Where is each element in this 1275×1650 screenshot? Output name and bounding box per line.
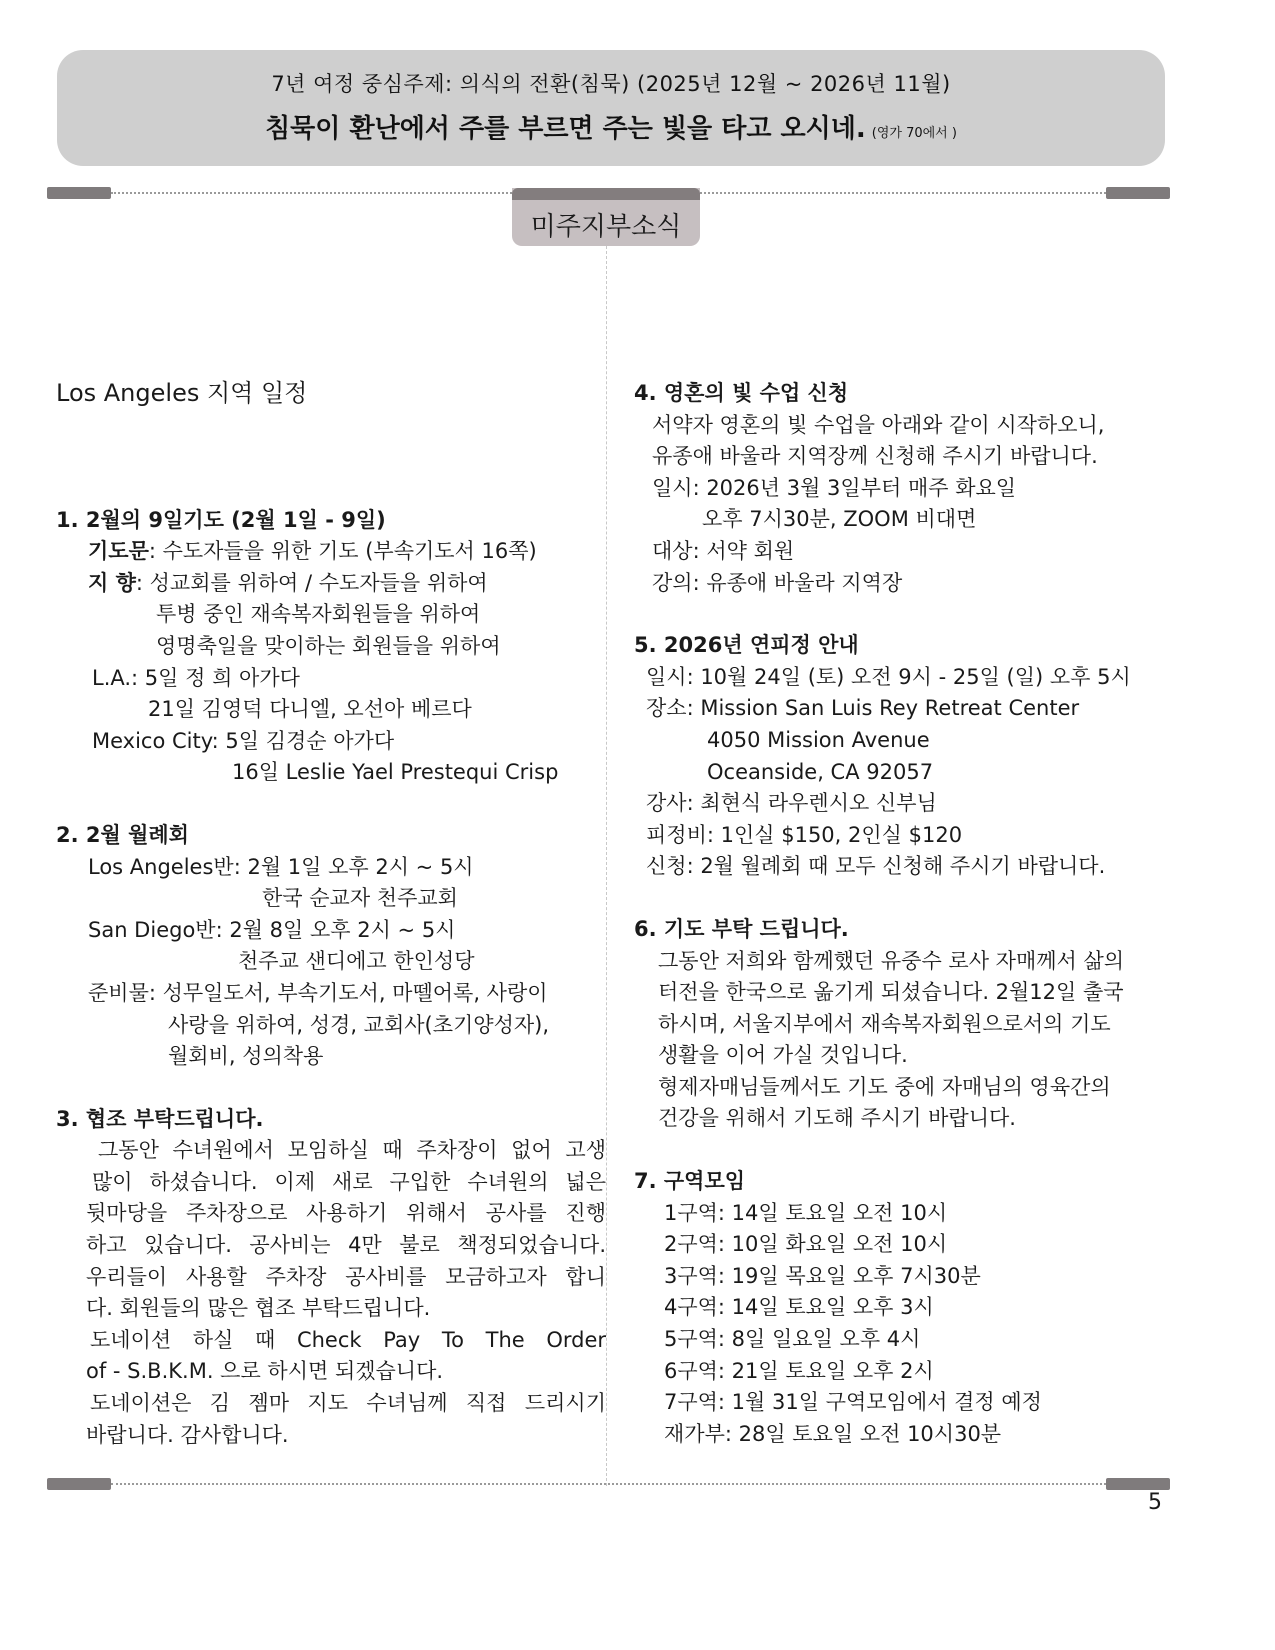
supplies-label: 준비물	[88, 980, 149, 1005]
district-line: 4구역: 14일 토요일 오후 3시	[664, 1295, 934, 1320]
la-class-time: : 2월 1일 오후 2시 ~ 5시	[233, 854, 474, 879]
body-line: 도네이션은 김 젬마 지도 수녀님께 직접 드리시기	[90, 1391, 606, 1416]
supplies-text: : 성무일도서, 부속기도서, 마뗄어록, 사랑이	[148, 980, 548, 1005]
la-label: L.A.	[92, 665, 132, 690]
mexico-feast-row	[56, 726, 611, 758]
region-heading: Los Angeles 지역 일정	[56, 379, 308, 407]
body-line: 하시며, 서울지부에서 재속복자회원으로서의 기도	[658, 1011, 1111, 1036]
mexico-feast-line: 16일 Leslie Yael Prestequi Crisp	[232, 760, 559, 785]
address-line: Oceanside, CA 92057	[707, 759, 934, 784]
page-number: 5	[1148, 1490, 1162, 1515]
mexico-label: Mexico City	[92, 728, 212, 753]
sd-class-row	[56, 915, 611, 947]
date-line: 일시: 10월 24일 (토) 오전 9시 - 25일 (일) 오후 5시	[646, 664, 1131, 689]
right-column	[634, 378, 1174, 1450]
body-line: 형제자매님들께서도 기도 중에 자매님의 영육간의	[658, 1074, 1111, 1099]
top-rule-right-line	[700, 192, 1106, 194]
intention-line: 투병 중인 재속복자회원들을 위하여	[156, 602, 481, 627]
district-line: 7구역: 1월 31일 구역모임에서 결정 예정	[664, 1390, 1042, 1415]
body-line: 우리들이 사용할 주차장 공사비를 모금하고자 합니	[86, 1264, 606, 1289]
item-3-cooperation	[56, 1104, 611, 1452]
item-5-retreat	[634, 630, 1174, 883]
la-class-place: 한국 순교자 천주교회	[262, 886, 458, 911]
intention-label: 지 향	[88, 570, 136, 595]
lecturer-line: 강의: 유종애 바울라 지역장	[652, 570, 903, 595]
section-tab	[512, 188, 700, 246]
body-line: 도네이션 하실 때 Check Pay To The Order	[90, 1327, 606, 1352]
district-line: 2구역: 10일 화요일 오전 10시	[664, 1232, 948, 1257]
item-2-monthly-meeting	[56, 820, 611, 1073]
target-line: 대상: 서약 회원	[652, 538, 795, 563]
theme-verse-text: 침묵이 환난에서 주를 부르면 주는 빛을 타고 오시네.	[265, 114, 866, 144]
body-line: 하고 있습니다. 공사비는 4만 불로 책정되었습니다.	[86, 1233, 606, 1258]
item-7-title: 7. 구역모임	[634, 1169, 746, 1194]
bottom-rule-line	[111, 1483, 1106, 1485]
sd-class-time: : 2월 8일 오후 2시 ~ 5시	[215, 917, 456, 942]
intention-text: : 성교회를 위하여 / 수도자들을 위하여	[135, 570, 488, 595]
item-4-title: 4. 영혼의 빛 수업 신청	[634, 381, 849, 405]
supplies-line: 월회비, 성의착용	[168, 1044, 324, 1069]
la-feast-text: : 5일 정 희 아가다	[131, 665, 300, 690]
fee-line: 피정비: 1인실 $150, 2인실 $120	[646, 822, 963, 847]
theme-verse-source: (영가 70에서 )	[871, 126, 957, 141]
body-line: 그동안 저희와 함께했던 유중수 로사 자매께서 삶의	[658, 948, 1125, 973]
district-line: 6구역: 21일 토요일 오후 2시	[664, 1358, 934, 1383]
bottom-rule-left-bar	[47, 1478, 111, 1490]
item-6-prayer-request	[634, 914, 1174, 1135]
la-feast-row	[56, 663, 611, 695]
intention-row	[56, 568, 611, 600]
body-line: of - S.B.K.M. 으로 하시면 되겠습니다.	[86, 1359, 444, 1384]
top-rule-right-bar	[1106, 187, 1170, 199]
theme-banner	[57, 50, 1165, 166]
sd-class-place: 천주교 샌디에고 한인성당	[238, 949, 475, 974]
speaker-line: 강사: 최현식 라우렌시오 신부님	[646, 791, 937, 816]
body-line: 건강을 위해서 기도해 주시기 바랍니다.	[658, 1106, 1016, 1131]
place-line: 장소: Mission San Luis Rey Retreat Center	[646, 696, 1080, 721]
district-line: 1구역: 14일 토요일 오전 10시	[664, 1200, 948, 1225]
body-line: 다. 회원들의 많은 협조 부탁드립니다.	[86, 1296, 431, 1321]
la-class-row	[56, 852, 611, 884]
item-3-title: 3. 협조 부탁드립니다.	[56, 1106, 264, 1131]
prayer-label: 기도문	[88, 539, 149, 564]
body-line: 생활을 이어 가실 것입니다.	[658, 1043, 908, 1068]
prayer-text: : 수도자들을 위한 기도 (부속기도서 16쪽)	[148, 539, 537, 564]
district-line: 5구역: 8일 일요일 오후 4시	[664, 1327, 921, 1352]
bottom-rule-right-bar	[1106, 1478, 1170, 1490]
la-feast-line: 21일 김영덕 다니엘, 오선아 베르다	[148, 697, 472, 722]
section-tab-cap	[512, 188, 700, 200]
section-title: 미주지부소식	[530, 212, 682, 242]
schedule-line: 오후 7시30분, ZOOM 비대면	[702, 507, 977, 532]
item-2-title: 2. 2월 월례회	[56, 822, 189, 847]
item-4-class-signup	[634, 378, 1174, 599]
item-6-title: 6. 기도 부탁 드립니다.	[634, 916, 849, 941]
supplies-line: 사랑을 위하여, 성경, 교회사(초기양성자),	[168, 1012, 550, 1037]
address-line: 4050 Mission Avenue	[707, 727, 930, 752]
la-class-label: Los Angeles반	[88, 854, 234, 879]
item-1-title: 1. 2월의 9일기도 (2월 1일 - 9일)	[56, 507, 386, 532]
body-line: 유종애 바울라 지역장께 신청해 주시기 바랍니다.	[652, 444, 1098, 469]
item-5-title: 5. 2026년 연피정 안내	[634, 633, 859, 658]
mexico-feast-text: : 5일 김경순 아가다	[211, 728, 395, 753]
signup-line: 신청: 2월 월례회 때 모두 신청해 주시기 바랍니다.	[646, 854, 1106, 879]
body-line: 터전을 한국으로 옮기게 되셨습니다. 2월12일 출국	[658, 980, 1124, 1005]
item-1-novena	[56, 505, 611, 789]
body-line: 그동안 수녀원에서 모임하실 때 주차장이 없어 고생	[98, 1138, 606, 1163]
item-7-district-meetings	[634, 1166, 1174, 1450]
body-line: 많이 하셨습니다. 이제 새로 구입한 수녀원의 넓은	[92, 1169, 606, 1194]
district-line: 3구역: 19일 목요일 오후 7시30분	[664, 1263, 981, 1288]
theme-title: 7년 여정 중심주제: 의식의 전환(침묵) (2025년 12월 ~ 2026년 11월)	[271, 72, 951, 96]
schedule-line: 일시: 2026년 3월 3일부터 매주 화요일	[652, 475, 1017, 500]
body-line: 서약자 영혼의 빛 수업을 아래와 같이 시작하오니,	[652, 412, 1105, 437]
sd-class-label: San Diego반	[88, 917, 216, 942]
item-3-body	[56, 1135, 606, 1451]
body-line: 뒷마당을 주차장으로 사용하기 위해서 공사를 진행	[86, 1201, 606, 1226]
intention-line: 영명축일을 맞이하는 회원들을 위하여	[156, 633, 501, 658]
top-rule-left-line	[111, 192, 512, 194]
top-rule-left-bar	[47, 187, 111, 199]
supplies-row	[56, 978, 611, 1010]
left-column	[56, 378, 611, 1451]
prayer-row	[56, 536, 611, 568]
body-line: 바랍니다. 감사합니다.	[86, 1422, 289, 1447]
theme-verse	[57, 108, 1165, 145]
district-line: 재가부: 28일 토요일 오전 10시30분	[664, 1421, 1002, 1446]
